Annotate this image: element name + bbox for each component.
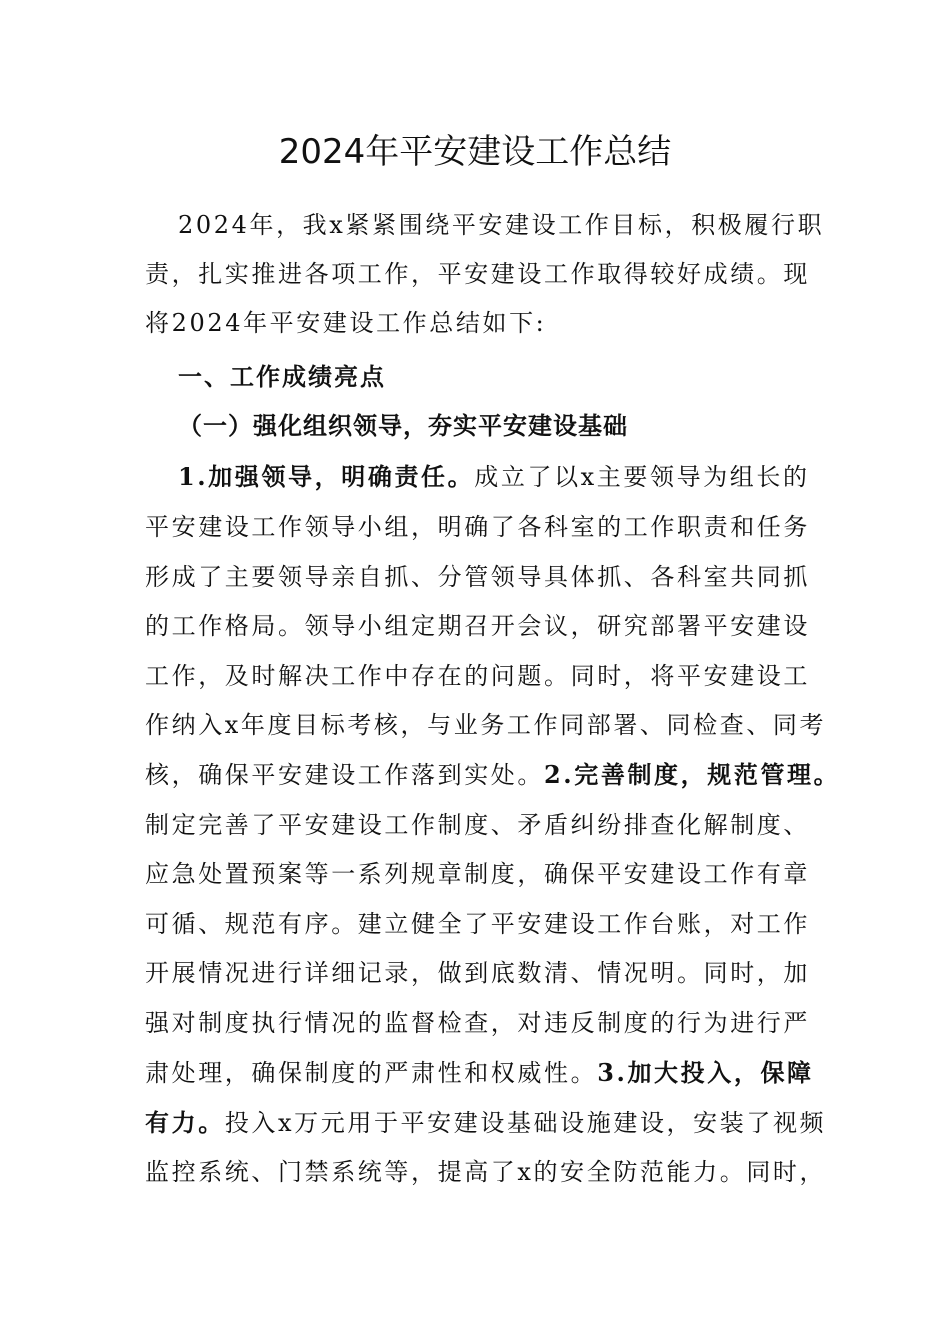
paragraph-line xyxy=(145,750,841,800)
paragraph-line: 平安建设工作领导小组，明确了各科室的工作职责和任务 xyxy=(145,513,810,541)
item-3-heading-part-1: 3.加大投入，保障 xyxy=(597,1058,814,1087)
paragraph-line xyxy=(145,1048,814,1098)
paragraph-line: 监控系统、门禁系统等，提高了x的安全防范能力。同时， xyxy=(145,1158,827,1186)
paragraph-line: 开展情况进行详细记录，做到底数清、情况明。同时，加 xyxy=(145,959,810,987)
intro-line-3: 将2024年平安建设工作总结如下: xyxy=(145,309,547,337)
item-2-heading: 2.完善制度，规范管理。 xyxy=(544,760,841,789)
item-1-heading: 1.加强领导，明确责任。 xyxy=(178,462,475,491)
intro-line-2: 责，扎实推进各项工作，平安建设工作取得较好成绩。现 xyxy=(145,260,810,288)
section-heading: 一、工作成绩亮点 xyxy=(178,362,386,391)
paragraph-line: 的工作格局。领导小组定期召开会议，研究部署平安建设 xyxy=(145,612,810,640)
item-1-text: 成立了以x主要领导为组长的 xyxy=(474,463,810,491)
paragraph-line xyxy=(178,452,810,502)
paragraph-line: 工作，及时解决工作中存在的问题。同时，将平安建设工 xyxy=(145,662,810,690)
document-title: 2024年平安建设工作总结 xyxy=(278,132,672,172)
item-3-lead-text: 肃处理，确保制度的严肃性和权威性。 xyxy=(145,1059,598,1087)
paragraph-line: 应急处置预案等一系列规章制度，确保平安建设工作有章 xyxy=(145,860,810,888)
paragraph-line: 制定完善了平安建设工作制度、矛盾纠纷排查化解制度、 xyxy=(145,811,810,839)
paragraph-line: 作纳入x年度目标考核，与业务工作同部署、同检查、同考 xyxy=(145,711,827,739)
paragraph-line: 形成了主要领导亲自抓、分管领导具体抓、各科室共同抓 xyxy=(145,563,810,591)
subsection-heading: （一）强化组织领导，夯实平安建设基础 xyxy=(178,411,628,440)
item-2-lead-text: 核，确保平安建设工作落到实处。 xyxy=(145,761,544,789)
paragraph-line xyxy=(145,1098,827,1148)
intro-line-1: 2024年，我x紧紧围绕平安建设工作目标，积极履行职 xyxy=(178,211,825,239)
item-3-heading-part-2: 有力。 xyxy=(145,1108,225,1137)
paragraph-line: 强对制度执行情况的监督检查，对违反制度的行为进行严 xyxy=(145,1009,810,1037)
paragraph-line: 可循、规范有序。建立健全了平安建设工作台账，对工作 xyxy=(145,910,810,938)
item-3-text: 投入x万元用于平安建设基础设施建设，安装了视频 xyxy=(224,1109,827,1137)
